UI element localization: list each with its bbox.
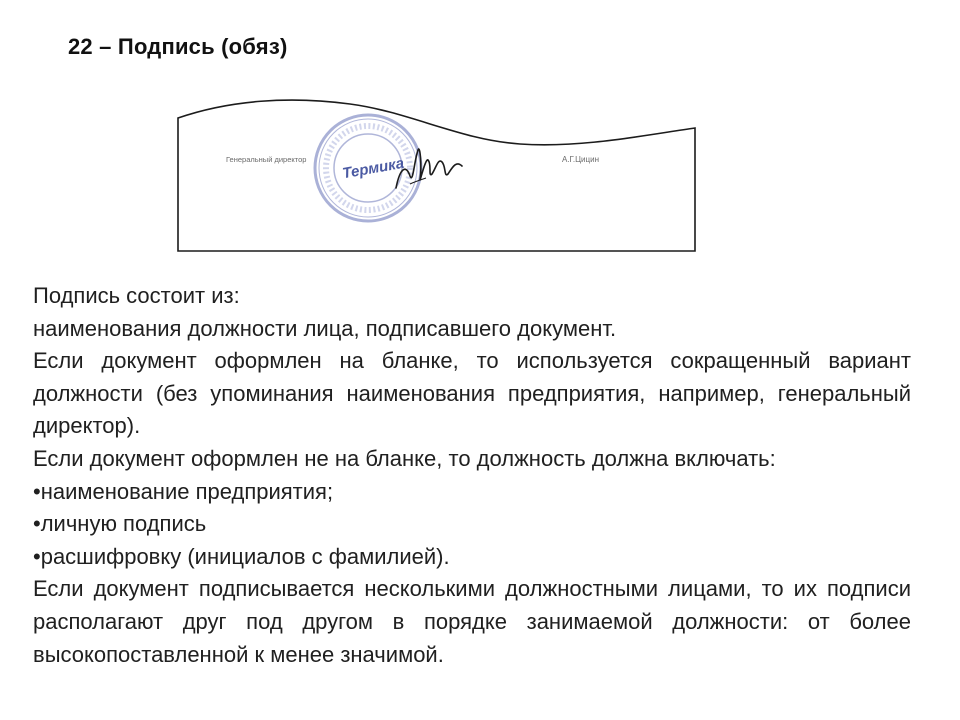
signature-example-image [170,88,705,263]
body-line: наименования должности лица, подписавшего документ. [33,315,617,341]
document-outline [178,100,695,251]
slide-title: 22 – Подпись (обяз) [68,34,288,59]
bullet-item [33,476,911,509]
body-paragraph: Если документ подписывается несколькими должностными лицами, то их подписи располагают друг под другом в порядке занимаемой должности: от более высокопоставленной к менее значимой. [33,576,911,667]
body-paragraph: Если документ оформлен не на бланке, то должность должна включать: [33,445,776,471]
body-text [33,280,911,671]
bullet-item [33,508,911,541]
bullet-text: личную подпись [40,511,207,537]
body-line: Подпись состоит из: [33,283,240,308]
bullet-text: расшифровку (инициалов с фамилией). [40,543,450,569]
bullet-text: наименование предприятия; [40,478,334,504]
position-label: Генеральный директор [226,155,307,164]
bullet-item [33,541,911,574]
stamp-text: Термика [341,154,406,183]
body-paragraph: Если документ оформлен на бланке, то используется сокращенный вариант должности (без упоминания наименования предприятия, например, генеральный директор). [33,348,911,439]
name-label: А.Г.Цицин [562,155,599,164]
